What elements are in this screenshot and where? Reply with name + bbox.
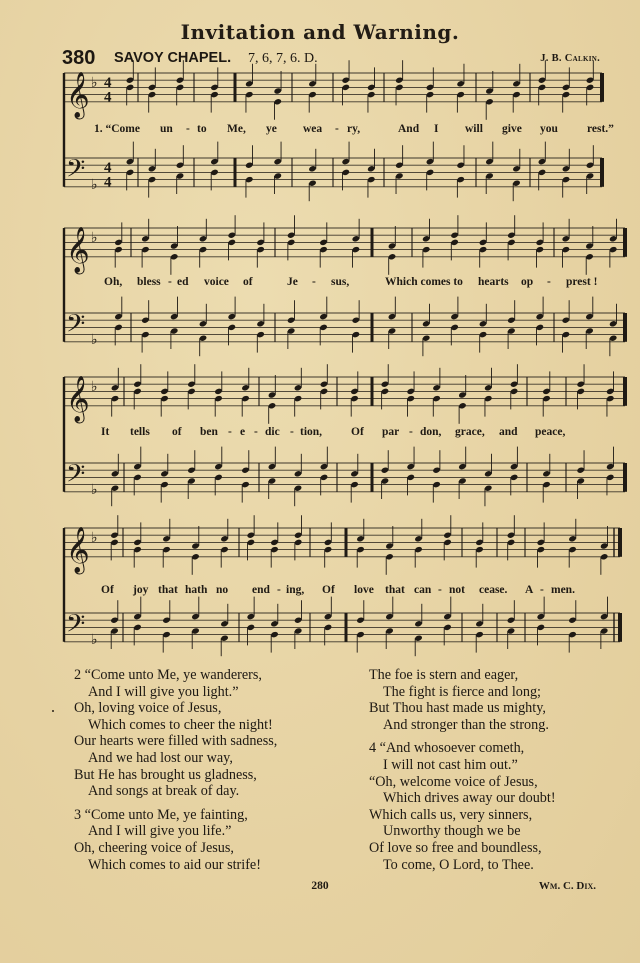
lyric-syllable: not bbox=[449, 584, 465, 596]
lyric-syllable: prest ! bbox=[566, 276, 598, 288]
chord bbox=[562, 67, 571, 197]
verse-line: Which comes to cheer the night! bbox=[88, 716, 273, 733]
chord bbox=[485, 71, 494, 194]
lyrics-line bbox=[101, 426, 565, 438]
lyric-syllable: Je bbox=[287, 276, 298, 288]
lyric-syllable: ed bbox=[177, 276, 189, 288]
lyric-syllable: e bbox=[240, 426, 246, 438]
verse-line: The fight is fierce and long; bbox=[383, 683, 541, 700]
lyric-syllable: - bbox=[228, 426, 232, 438]
chord bbox=[245, 64, 254, 198]
chord bbox=[367, 67, 376, 197]
verse-line: And I will give you life.” bbox=[88, 823, 232, 840]
lyric-syllable: joy bbox=[133, 584, 149, 596]
verse-line: 2 “Come unto Me, ye wanderers, bbox=[74, 667, 262, 683]
music-system bbox=[64, 60, 614, 201]
lyric-syllable: you bbox=[540, 123, 558, 135]
verse-line: Oh, loving voice of Jesus, bbox=[74, 700, 222, 717]
lyric-syllable: - bbox=[277, 584, 281, 596]
chord bbox=[187, 364, 196, 499]
lyric-syllable: 1. “Come bbox=[94, 123, 140, 135]
music-system bbox=[64, 515, 620, 656]
flat-key-signature-icon: ♭ bbox=[91, 331, 98, 348]
chord bbox=[210, 67, 219, 190]
lyric-syllable: wea bbox=[303, 123, 323, 135]
meter: 7, 6, 7, 6. D. bbox=[248, 51, 318, 66]
flat-key-signature-icon: ♭ bbox=[91, 631, 98, 648]
lyric-syllable: don, bbox=[420, 426, 442, 438]
verse-line: Unworthy though we be bbox=[383, 823, 521, 840]
lyric-syllable: tion, bbox=[300, 426, 323, 438]
verse-line: “Oh, welcome voice of Jesus, bbox=[369, 773, 538, 790]
treble-staff bbox=[64, 377, 625, 406]
lyrics-line bbox=[101, 584, 575, 596]
bass-staff bbox=[64, 613, 620, 642]
verses-left-column bbox=[74, 667, 277, 880]
verse-line: 4 “And whosoever cometh, bbox=[369, 740, 525, 757]
verse-line: Our hearts were filled with sadness, bbox=[74, 733, 278, 750]
bass-staff bbox=[64, 463, 625, 492]
verse-line: But He has brought us gladness, bbox=[74, 766, 257, 783]
lyric-syllable: that bbox=[385, 584, 405, 596]
verse-line: 3 “Come unto Me, ye fainting, bbox=[74, 806, 248, 823]
lyric-syllable: bless bbox=[137, 276, 161, 288]
verse-line: And songs at break of day. bbox=[88, 783, 240, 800]
lyric-syllable: Which comes to bbox=[385, 276, 463, 288]
lyric-syllable: grace, bbox=[455, 426, 485, 438]
lyric-syllable: - bbox=[312, 276, 316, 288]
lyric-syllable: that bbox=[158, 584, 178, 596]
print-speck bbox=[52, 710, 54, 712]
chord bbox=[484, 368, 493, 506]
lyric-syllable: to bbox=[197, 123, 207, 135]
treble-clef-icon: 𝄞 bbox=[66, 226, 90, 273]
lyric-syllable: - bbox=[254, 426, 258, 438]
lyric-syllable: sus, bbox=[331, 276, 350, 288]
flat-key-signature-icon: ♭ bbox=[91, 481, 98, 498]
lyric-syllable: no bbox=[216, 584, 229, 596]
verse-line: Which drives away our doubt! bbox=[383, 790, 556, 807]
lyric-syllable: And bbox=[398, 123, 420, 135]
treble-clef-icon: 𝄞 bbox=[66, 375, 90, 422]
chord bbox=[443, 515, 452, 645]
time-signature: 4 bbox=[104, 89, 112, 106]
flat-key-signature-icon: ♭ bbox=[91, 176, 98, 193]
music-system bbox=[64, 364, 625, 506]
lyric-syllable: end bbox=[252, 584, 270, 596]
bass-clef-icon: 𝄢 bbox=[66, 609, 86, 645]
lyric-syllable: cease. bbox=[479, 584, 508, 596]
lyric-syllable: can bbox=[414, 584, 432, 596]
lyric-syllable: will bbox=[465, 123, 483, 135]
verse-line: And I will give you light.” bbox=[88, 683, 239, 700]
lyrics-line bbox=[94, 123, 614, 135]
lyric-syllable: Of bbox=[351, 426, 364, 438]
chord bbox=[110, 515, 119, 649]
lyrics-line bbox=[104, 276, 597, 288]
lyric-syllable: Of bbox=[322, 584, 335, 596]
chord bbox=[576, 364, 585, 499]
verse-line: And we had lost our way, bbox=[88, 749, 233, 766]
lyric-syllable: men. bbox=[551, 584, 575, 596]
verse-line: I will not cast him out.” bbox=[383, 756, 518, 773]
chord bbox=[456, 64, 465, 198]
verse-line: Of love so free and boundless, bbox=[369, 839, 542, 856]
music-system bbox=[64, 215, 625, 356]
lyric-syllable: - bbox=[168, 276, 172, 288]
page-number: 280 bbox=[311, 880, 329, 892]
composer-credit: J. B. Calkin. bbox=[540, 53, 600, 64]
lyric-syllable: A bbox=[525, 584, 534, 596]
verse-line: Which comes to aid our strife! bbox=[88, 856, 261, 873]
chord bbox=[426, 67, 435, 190]
chord bbox=[536, 222, 545, 345]
tune-name: SAVOY CHAPEL. bbox=[114, 50, 232, 66]
lyric-syllable: hath bbox=[185, 584, 208, 596]
verse-line: But Thou hast made us mighty, bbox=[369, 700, 546, 717]
hymn-number: 380 bbox=[62, 47, 96, 69]
verses-right-column bbox=[369, 667, 556, 880]
chord bbox=[352, 219, 361, 353]
lyric-syllable: op bbox=[521, 276, 534, 288]
lyric-syllable: - bbox=[547, 276, 551, 288]
lyric-syllable: peace, bbox=[535, 426, 566, 438]
lyric-syllable: - bbox=[186, 123, 190, 135]
verse-line: The foe is stern and eager, bbox=[369, 667, 519, 683]
lyric-syllable: ben bbox=[200, 426, 218, 438]
lyric-syllable: ye bbox=[266, 123, 277, 135]
bass-clef-icon: 𝄢 bbox=[66, 309, 86, 345]
bass-clef-icon: 𝄢 bbox=[66, 154, 86, 190]
bass-clef-icon: 𝄢 bbox=[66, 459, 86, 495]
flat-key-signature-icon: ♭ bbox=[91, 229, 98, 246]
lyric-syllable: un bbox=[160, 123, 173, 135]
verse-line: Oh, cheering voice of Jesus, bbox=[74, 839, 234, 856]
chord bbox=[606, 371, 615, 495]
treble-clef-icon: 𝄞 bbox=[66, 71, 90, 118]
flat-key-signature-icon: ♭ bbox=[91, 529, 98, 546]
time-signature: 4 bbox=[104, 159, 112, 176]
stanza bbox=[369, 740, 556, 873]
lyric-syllable: - bbox=[438, 584, 442, 596]
treble-staff bbox=[64, 528, 620, 557]
flat-key-signature-icon: ♭ bbox=[91, 378, 98, 395]
lyric-syllable: - bbox=[409, 426, 413, 438]
verse-line: And stronger than the strong. bbox=[383, 716, 549, 733]
lyric-syllable: and bbox=[499, 426, 518, 438]
lyric-syllable: give bbox=[502, 123, 522, 135]
flat-key-signature-icon: ♭ bbox=[91, 74, 98, 91]
lyric-syllable: of bbox=[243, 276, 253, 288]
chord bbox=[111, 368, 120, 506]
lyric-syllable: ing, bbox=[286, 584, 305, 596]
stanza bbox=[74, 807, 277, 873]
chord bbox=[319, 222, 328, 345]
time-signature: 4 bbox=[104, 174, 112, 191]
chord bbox=[247, 515, 256, 645]
lyric-syllable: Oh, bbox=[104, 276, 123, 288]
section-title: Invitation and Warning. bbox=[180, 20, 460, 44]
lyric-syllable: love bbox=[354, 584, 374, 596]
chord bbox=[160, 371, 169, 502]
lyric-syllable: hearts bbox=[478, 276, 509, 288]
lyric-syllable: dic bbox=[265, 426, 280, 438]
chord bbox=[256, 222, 265, 352]
lyric-syllable: of bbox=[172, 426, 182, 438]
lyric-syllable: It bbox=[101, 426, 110, 438]
lyric-syllable: - bbox=[290, 426, 294, 438]
stanza bbox=[369, 667, 556, 733]
lyric-syllable: - bbox=[335, 123, 339, 135]
lyric-syllable: - bbox=[540, 584, 544, 596]
lyric-syllable: Me, bbox=[227, 123, 246, 135]
chord bbox=[148, 67, 157, 197]
author-credit: Wm. C. Dix. bbox=[538, 880, 596, 892]
verse-line: To come, O Lord, to Thee. bbox=[383, 856, 534, 873]
lyric-syllable: voice bbox=[204, 276, 229, 288]
chord bbox=[600, 526, 609, 649]
stanza bbox=[74, 667, 277, 800]
treble-clef-icon: 𝄞 bbox=[66, 526, 90, 573]
chord bbox=[176, 60, 185, 194]
lyric-syllable: ry, bbox=[347, 123, 361, 135]
lyric-syllable: Of bbox=[101, 584, 114, 596]
chord bbox=[507, 515, 516, 649]
chord bbox=[294, 515, 303, 649]
time-signature: 4 bbox=[104, 74, 112, 91]
verse-line: Which calls us, very sinners, bbox=[369, 806, 533, 823]
chord bbox=[609, 219, 618, 356]
lyric-syllable: I bbox=[434, 123, 439, 135]
lyric-syllable: tells bbox=[130, 426, 150, 438]
lyric-syllable: rest.” bbox=[587, 123, 614, 135]
lyric-syllable: par bbox=[382, 426, 400, 438]
